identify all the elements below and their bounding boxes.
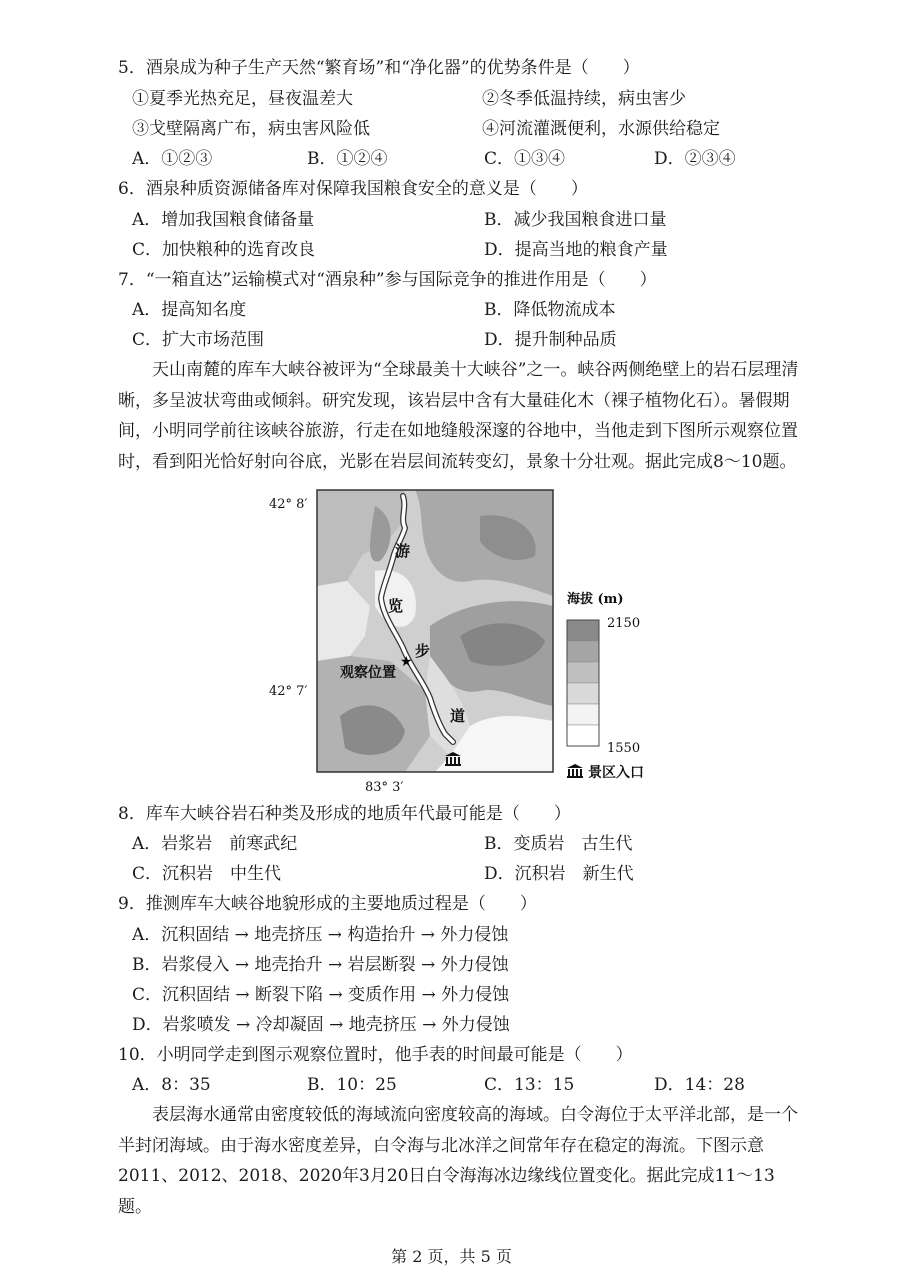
q8-option-a[interactable]: A．岩浆岩 前寒武纪 bbox=[132, 834, 298, 854]
legend-swatch-2 bbox=[567, 641, 599, 662]
elevation-legend bbox=[567, 620, 599, 746]
q10-stem: 10．小明同学走到图示观察位置时，他手表的时间最可能是（ ） bbox=[118, 1045, 633, 1065]
passage-kuqa-canyon bbox=[118, 355, 803, 477]
q7-option-d[interactable]: D．提升制种品质 bbox=[484, 330, 617, 350]
page-number: 第 2 页，共 5 页 bbox=[391, 1247, 512, 1266]
q9-option-a[interactable]: A．沉积固结 → 地壳挤压 → 构造抬升 → 外力侵蚀 bbox=[132, 925, 509, 945]
q5-option-c[interactable]: C．①③④ bbox=[484, 149, 566, 169]
q7-option-c[interactable]: C．扩大市场范围 bbox=[132, 330, 265, 350]
q6-option-d[interactable]: D．提高当地的粮食产量 bbox=[484, 240, 668, 260]
q5-item-4: ④河流灌溉便利，水源供给稳定 bbox=[482, 119, 720, 139]
observation-position-label: 观察位置 bbox=[340, 665, 396, 681]
q9-option-c[interactable]: C．沉积固结 → 断裂下陷 → 变质作用 → 外力侵蚀 bbox=[132, 985, 510, 1005]
q8-stem: 8．库车大峡谷岩石种类及形成的地质年代最可能是（ ） bbox=[118, 804, 571, 824]
passage-bering-sea bbox=[118, 1100, 803, 1222]
q10-option-b[interactable]: B．10：25 bbox=[307, 1075, 397, 1095]
observation-star-icon: ★ bbox=[400, 654, 413, 670]
q10-option-a[interactable]: A．8：35 bbox=[132, 1075, 211, 1095]
q5-item-3: ③戈壁隔离广布，病虫害风险低 bbox=[132, 119, 370, 139]
canyon-map bbox=[255, 486, 675, 796]
q6-option-b[interactable]: B．减少我国粮食进口量 bbox=[484, 210, 667, 230]
q7-stem: 7．“一箱直达”运输模式对“酒泉种”参与国际竞争的推进作用是（ ） bbox=[118, 270, 657, 290]
q5-option-a[interactable]: A．①②③ bbox=[132, 149, 213, 169]
q6-option-a[interactable]: A．增加我国粮食储备量 bbox=[132, 210, 315, 230]
trail-label-2: 览 bbox=[388, 597, 404, 615]
trail-label-3: 步 bbox=[415, 642, 431, 660]
q5-option-d[interactable]: D．②③④ bbox=[654, 149, 736, 169]
latitude-mid-label: 42° 7′ bbox=[269, 684, 308, 699]
q5-stem: 5．酒泉成为种子生产天然“繁育场”和“净化器”的优势条件是（ ） bbox=[118, 58, 640, 78]
passage-kuqa-canyon-text: 天山南麓的库车大峡谷被评为“全球最美十大峡谷”之一。峡谷两侧绝壁上的岩石层理清晰，多呈波状弯曲或倾斜。研究发现，该岩层中含有大量硅化木（裸子植物化石）。暑假期间，小明同学前往该峡谷旅游，行走在如地缝般深邃的谷地中，当他走到下图所示观察位置时，看到阳光恰好射向谷底，光影在岩层间流转变幻，景象十分壮观。据此完成8～10题。 bbox=[118, 360, 799, 472]
latitude-top-label: 42° 8′ bbox=[269, 497, 308, 512]
q8-option-b[interactable]: B．变质岩 古生代 bbox=[484, 834, 633, 854]
q8-option-d[interactable]: D．沉积岩 新生代 bbox=[484, 864, 634, 884]
q10-option-d[interactable]: D．14：28 bbox=[654, 1075, 745, 1095]
q5-option-b[interactable]: B．①②④ bbox=[307, 149, 388, 169]
trail-label-1: 游 bbox=[395, 542, 411, 560]
q8-option-c[interactable]: C．沉积岩 中生代 bbox=[132, 864, 282, 884]
legend-swatch-5 bbox=[567, 704, 599, 725]
entrance-legend-icon bbox=[567, 764, 583, 778]
legend-swatch-6 bbox=[567, 725, 599, 746]
legend-swatch-4 bbox=[567, 683, 599, 704]
q9-option-b[interactable]: B．岩浆侵入 → 地壳抬升 → 岩层断裂 → 外力侵蚀 bbox=[132, 955, 509, 975]
trail-label-4: 道 bbox=[450, 707, 466, 725]
q10-option-c[interactable]: C．13：15 bbox=[484, 1075, 575, 1095]
q5-item-1: ①夏季光热充足，昼夜温差大 bbox=[132, 89, 353, 109]
q9-option-d[interactable]: D．岩浆喷发 → 冷却凝固 → 地壳挤压 → 外力侵蚀 bbox=[132, 1015, 510, 1035]
canyon-map-figure bbox=[255, 486, 675, 796]
q6-option-c[interactable]: C．加快粮种的选育改良 bbox=[132, 240, 316, 260]
legend-swatch-1 bbox=[567, 620, 599, 641]
q9-stem: 9．推测库车大峡谷地貌形成的主要地质过程是（ ） bbox=[118, 894, 537, 914]
legend-min-label: 1550 bbox=[607, 741, 641, 756]
q5-item-2: ②冬季低温持续，病虫害少 bbox=[482, 89, 686, 109]
legend-title: 海拔 (m) bbox=[567, 592, 624, 607]
q7-option-a[interactable]: A．提高知名度 bbox=[132, 300, 247, 320]
q6-stem: 6．酒泉种质资源储备库对保障我国粮食安全的意义是（ ） bbox=[118, 179, 588, 199]
legend-swatch-3 bbox=[567, 662, 599, 683]
longitude-label: 83° 3′ bbox=[365, 780, 404, 795]
legend-max-label: 2150 bbox=[607, 616, 641, 631]
passage-bering-sea-text: 表层海水通常由密度较低的海域流向密度较高的海域。白令海位于太平洋北部，是一个半封闭海域。由于海水密度差异，白令海与北冰洋之间常年存在稳定的海流。下图示意2011、2012、2018、2020年3月20日白令海海冰边缘线位置变化。据此完成11～13题。 bbox=[118, 1105, 798, 1217]
entrance-legend-label: 景区入口 bbox=[588, 765, 644, 781]
q7-option-b[interactable]: B．降低物流成本 bbox=[484, 300, 616, 320]
